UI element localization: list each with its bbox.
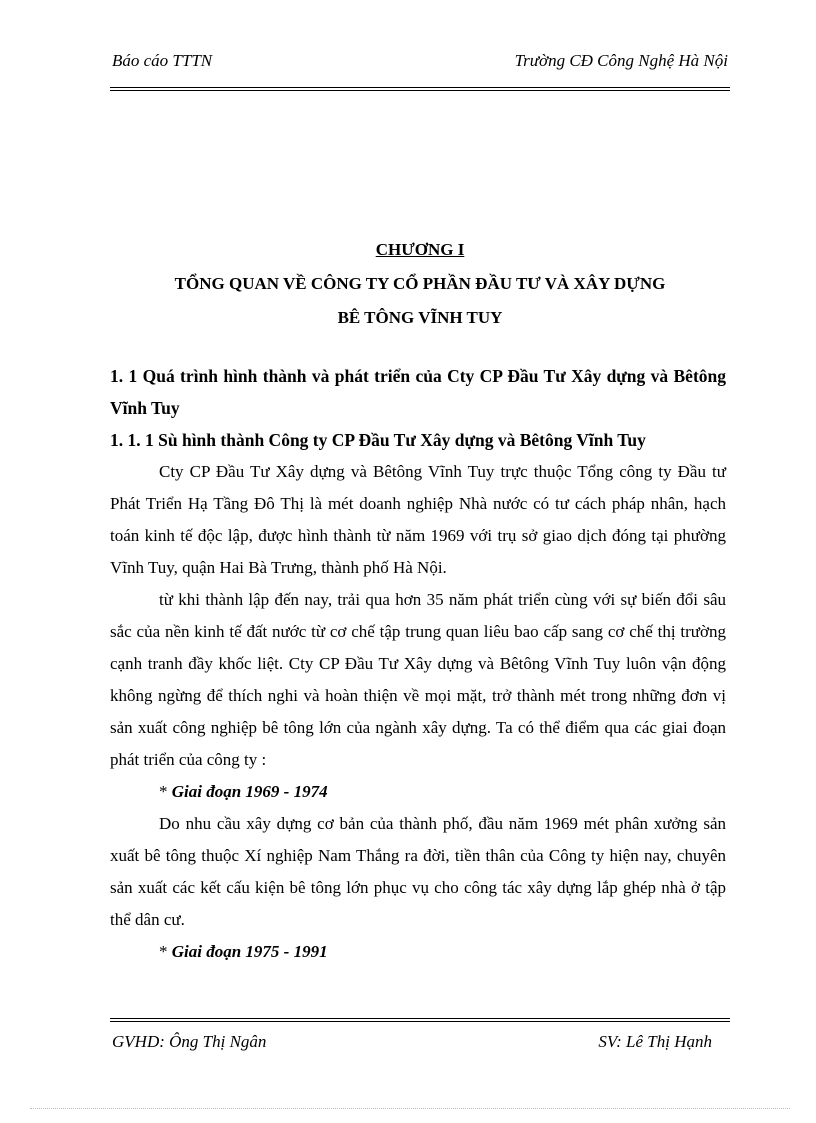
chapter-title-line-2: BÊ TÔNG VĨNH TUY	[337, 308, 503, 327]
chapter-label: CHƯƠNG I	[375, 240, 465, 259]
page-header	[110, 51, 730, 71]
bullet-star: *	[159, 942, 168, 961]
header-report-title: Báo cáo TTTN	[112, 51, 213, 70]
page-bottom-dotted-line	[30, 1108, 790, 1109]
paragraph-company-intro: Cty CP Đầu Tư Xây dựng và Bêtông Vĩnh Tuy trực thuộc Tổng công ty Đầu tư Phát Triển Hạ Tầng Đô Thị là mét doanh nghiệp Nhà nước có tư cách pháp nhân, hạch toán kinh tế độc lập, được hình thành từ năm 1969 với trụ sở giao dịch đóng tại phường Vĩnh Tuy, quận Hai Bà Trưng, thành phố Hà Nội.	[110, 462, 726, 577]
stage-label: Giai đoạn 1969 - 1974	[171, 782, 328, 801]
stage-label: Giai đoạn 1975 - 1991	[171, 942, 328, 961]
footer-student: SV: Lê Thị Hạnh	[598, 1032, 712, 1051]
section-heading-1-1-1: 1. 1. 1 Sù hình thành Công ty CP Đầu Tư Xây dựng và Bêtông Vĩnh Tuy	[110, 430, 646, 450]
bullet-star: *	[159, 782, 168, 801]
section-heading-1-1: 1. 1 Quá trình hình thành và phát triển của Cty CP Đầu Tư Xây dựng và Bêtông Vĩnh Tuy	[110, 366, 726, 418]
document-body	[110, 360, 726, 968]
footer-double-rule	[110, 1018, 730, 1022]
page-footer	[110, 1032, 730, 1052]
footer-supervisor: GVHD: Ông Thị Ngân	[112, 1032, 267, 1051]
chapter-title-line-1: TỔNG QUAN VỀ CÔNG TY CỔ PHẦN ĐẦU TƯ VÀ XÂY DỰNG	[174, 274, 666, 293]
stage-heading-1969-1974	[110, 776, 726, 808]
stage-heading-1975-1991	[110, 936, 726, 968]
paragraph-development-history: từ khi thành lập đến nay, trải qua hơn 35 năm phát triển cùng với sự biến đổi sâu sắc của nền kinh tế đất nước từ cơ chế tập trung quan liêu bao cấp sang cơ chế thị trường cạnh tranh đầy khốc liệt. Cty CP Đầu Tư Xây dựng và Bêtông Vĩnh Tuy luôn vận động không ngừng để thích nghi và hoàn thiện về mọi mặt, trở thành mét trong những đơn vị sản xuất công nghiệp bê tông lớn của ngành xây dựng. Ta có thể điểm qua các giai đoạn phát triển của công ty :	[110, 590, 726, 769]
header-double-rule	[110, 87, 730, 91]
header-school-name: Trường CĐ Công Nghệ Hà Nội	[514, 51, 728, 70]
chapter-title-block	[110, 233, 730, 335]
paragraph-stage-1969-1974: Do nhu cầu xây dựng cơ bản của thành phố, đầu năm 1969 mét phân xưởng sản xuất bê tông thuộc Xí nghiệp Nam Thắng ra đời, tiền thân của Công ty hiện nay, chuyên sản xuất các kết cấu kiện bê tông lớn phục vụ cho công tác xây dựng lắp ghép nhà ở tập thể dân cư.	[110, 814, 726, 929]
